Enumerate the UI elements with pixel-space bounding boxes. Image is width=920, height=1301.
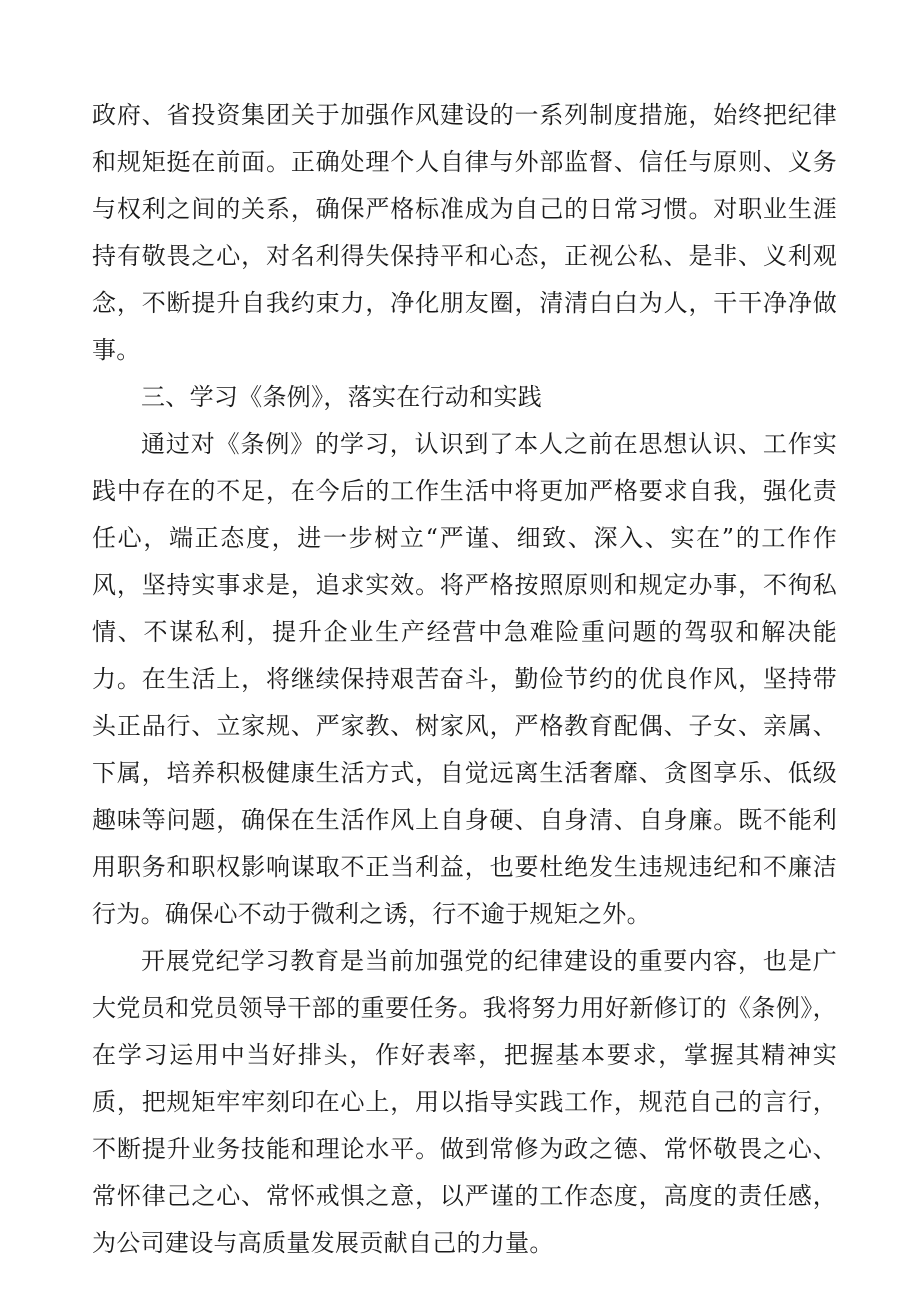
paragraph-study-regulations: 通过对《条例》的学习，认识到了本人之前在思想认识、工作实践中存在的不足，在今后的工作生活中将更加严格要求自我，强化责任心，端正态度，进一步树立“严谨、细致、深入、实在”的工作作风，坚持实事求是，追求实效。将严格按照原则和规定办事，不徇私情、不谋私利，提升企业生产经营中急难险重问题的驾驭和解决能力。在生活上，将继续保持艰苦奋斗，勤俭节约的优良作风，坚持带头正品行、立家规、严家教、树家风，严格教育配偶、子女、亲属、下属，培养积极健康生活方式，自觉远离生活奢靡、贪图享乐、低级趣味等问题，确保在生活作风上自身硬、自身清、自身廉。既不能利用职务和职权影响谋取不正当利益，也要杜绝发生违规违纪和不廉洁行为。确保心不动于微利之诱，行不逾于规矩之外。 bbox=[92, 430, 837, 928]
paragraph-continued: 政府、省投资集团关于加强作风建设的一系列制度措施，始终把纪律和规矩挺在前面。正确处理个人自律与外部监督、信任与原则、义务与权利之间的关系，确保严格标准成为自己的日常习惯。对职业生涯持有敬畏之心，对名利得失保持平和心态，正视公私、是非、义利观念，不断提升自我约束力，净化朋友圈，清清白白为人，干干净净做事。 bbox=[92, 101, 837, 364]
paragraph-conclusion: 开展党纪学习教育是当前加强党的纪律建设的重要内容，也是广大党员和党员领导干部的重要任务。我将努力用好新修订的《条例》，在学习运用中当好排头，作好表率，把握基本要求，掌握其精神实质，把规矩牢牢刻印在心上，用以指导实践工作，规范自己的言行，不断提升业务技能和理论水平。做到常修为政之德、常怀敬畏之心、常怀律己之心、常怀戒惧之意，以严谨的工作态度，高度的责任感，为公司建设与高质量发展贡献自己的力量。 bbox=[92, 947, 837, 1257]
section-heading-3: 三、学习《条例》，落实在行动和实践 bbox=[141, 383, 543, 411]
document-body bbox=[92, 92, 837, 1267]
